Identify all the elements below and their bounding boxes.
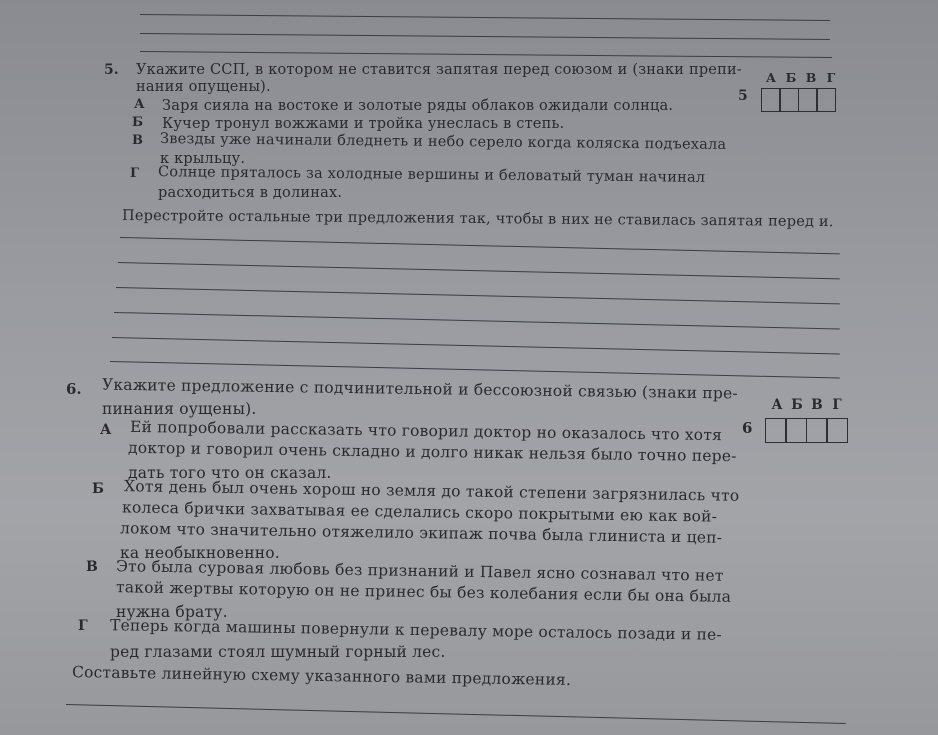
task6-instruction: Составьте линейную схему указанного вами предложения.: [71, 663, 572, 689]
task5-option-a-letter: А: [134, 97, 145, 112]
task5-option-g-letter: Г: [130, 166, 139, 181]
task5-answer-boxes: [762, 88, 836, 112]
task6-number: 6.: [66, 380, 82, 398]
task6-answer-boxes: [766, 418, 848, 443]
answer-line[interactable]: [66, 704, 846, 724]
answer-cell[interactable]: [798, 88, 818, 112]
task6-option-a-line2: доктор и говорил очень складно и долго никак нельзя было точно пере-: [127, 438, 737, 466]
task5-option-a-text: Заря сияла на востоке и золотые ряды облаков ожидали солнца.: [162, 98, 674, 114]
task5-question-line2: нания опущены).: [136, 79, 271, 95]
task5-option-g-text-line2: расходиться в долинах.: [158, 185, 343, 201]
task6-option-b-line1: Хотя день был очень хорош но земля до такой степени загрязнилась что: [123, 477, 740, 505]
task5-answer-headers: [764, 70, 838, 85]
task6-option-b-line3: локом что значительно отяжелило экипаж почва была глиниста и цеп-: [119, 519, 723, 547]
task6-option-g-line2: ред глазами стоял шумный горный лес.: [110, 643, 446, 661]
task6-answer-headers: [770, 397, 844, 413]
header-g: Г: [826, 70, 836, 85]
answer-line[interactable]: [116, 287, 840, 304]
answer-line: [140, 14, 830, 21]
task6-option-a-line1: Ей попробовали рассказать что говорил доктор но оказалось что хотя: [129, 417, 723, 445]
answer-line: [140, 51, 832, 58]
task5-option-g-text-line1: Солнце пряталось за холодные вершины и беловатый туман начинал: [157, 164, 706, 186]
task5-option-v-text-line1: Звезды уже начинали бледнеть и небо серело когда коляска подъехала: [159, 131, 727, 153]
task6-option-v-letter: В: [86, 559, 98, 575]
task6-option-b-letter: Б: [92, 481, 104, 497]
answer-line[interactable]: [114, 312, 840, 329]
answer-line: [140, 33, 830, 40]
header-a: А: [765, 70, 777, 85]
task6-option-b-line2: колеса брички захватывая ее сделались скоро покрытыми ею как вой-: [121, 498, 718, 526]
task6-option-v-line3: нужна брату.: [116, 603, 228, 621]
task5-option-v-letter: В: [132, 133, 143, 148]
answer-line[interactable]: [120, 237, 840, 254]
task6-question-line2: пинания оущены).: [102, 400, 257, 418]
answer-cell[interactable]: [779, 88, 799, 112]
header-b: Б: [791, 397, 803, 413]
task6-option-g-letter: Г: [78, 618, 88, 634]
task6-question-line1: Укажите предложение с подчинительной и бессоюзной связью (знаки пре-: [101, 375, 738, 403]
answer-line[interactable]: [118, 262, 840, 279]
task5-question-line1: Укажите ССП, в котором не ставится запятая перед союзом и (знаки препи-: [136, 62, 742, 78]
task6-option-v-line1: Это была суровая любовь без признаний и Павел ясно сознавал что нет: [115, 557, 724, 585]
header-v: В: [811, 397, 823, 413]
task5-instruction: Перестройте остальные три предложения так, чтобы в них не ставилась запятая перед и.: [121, 207, 834, 231]
answer-cell[interactable]: [765, 418, 787, 443]
header-v: В: [805, 70, 817, 85]
header-b: Б: [785, 70, 797, 85]
task6-option-g-line1: Теперь когда машины повернули к перевалу море осталось позади и пе-: [109, 616, 723, 644]
answer-cell[interactable]: [761, 88, 781, 112]
task5-number: 5.: [104, 62, 119, 78]
task5-option-b-letter: Б: [132, 115, 144, 130]
answer-cell[interactable]: [785, 418, 807, 443]
task6-option-a-line3: дать того что он сказал.: [128, 464, 332, 482]
answer-line[interactable]: [112, 337, 840, 355]
task5-option-v-text-line2: к крыльцу.: [160, 151, 246, 167]
task6-option-b-line4: ка необыкновенно.: [120, 544, 280, 562]
task6-answer-number: 6: [742, 419, 753, 437]
answer-cell[interactable]: [826, 418, 848, 443]
header-a: А: [771, 397, 783, 413]
task5-answer-number: 5: [738, 88, 748, 104]
task5-option-b-text: Кучер тронул вожжами и тройка унеслась в степь.: [162, 116, 565, 132]
task6-option-v-line2: такой жертвы которую он не принес бы без колебания если бы она была: [115, 578, 732, 606]
header-g: Г: [832, 397, 842, 413]
answer-cell[interactable]: [816, 88, 836, 112]
task6-option-a-letter: А: [100, 422, 112, 438]
answer-cell[interactable]: [806, 418, 828, 443]
